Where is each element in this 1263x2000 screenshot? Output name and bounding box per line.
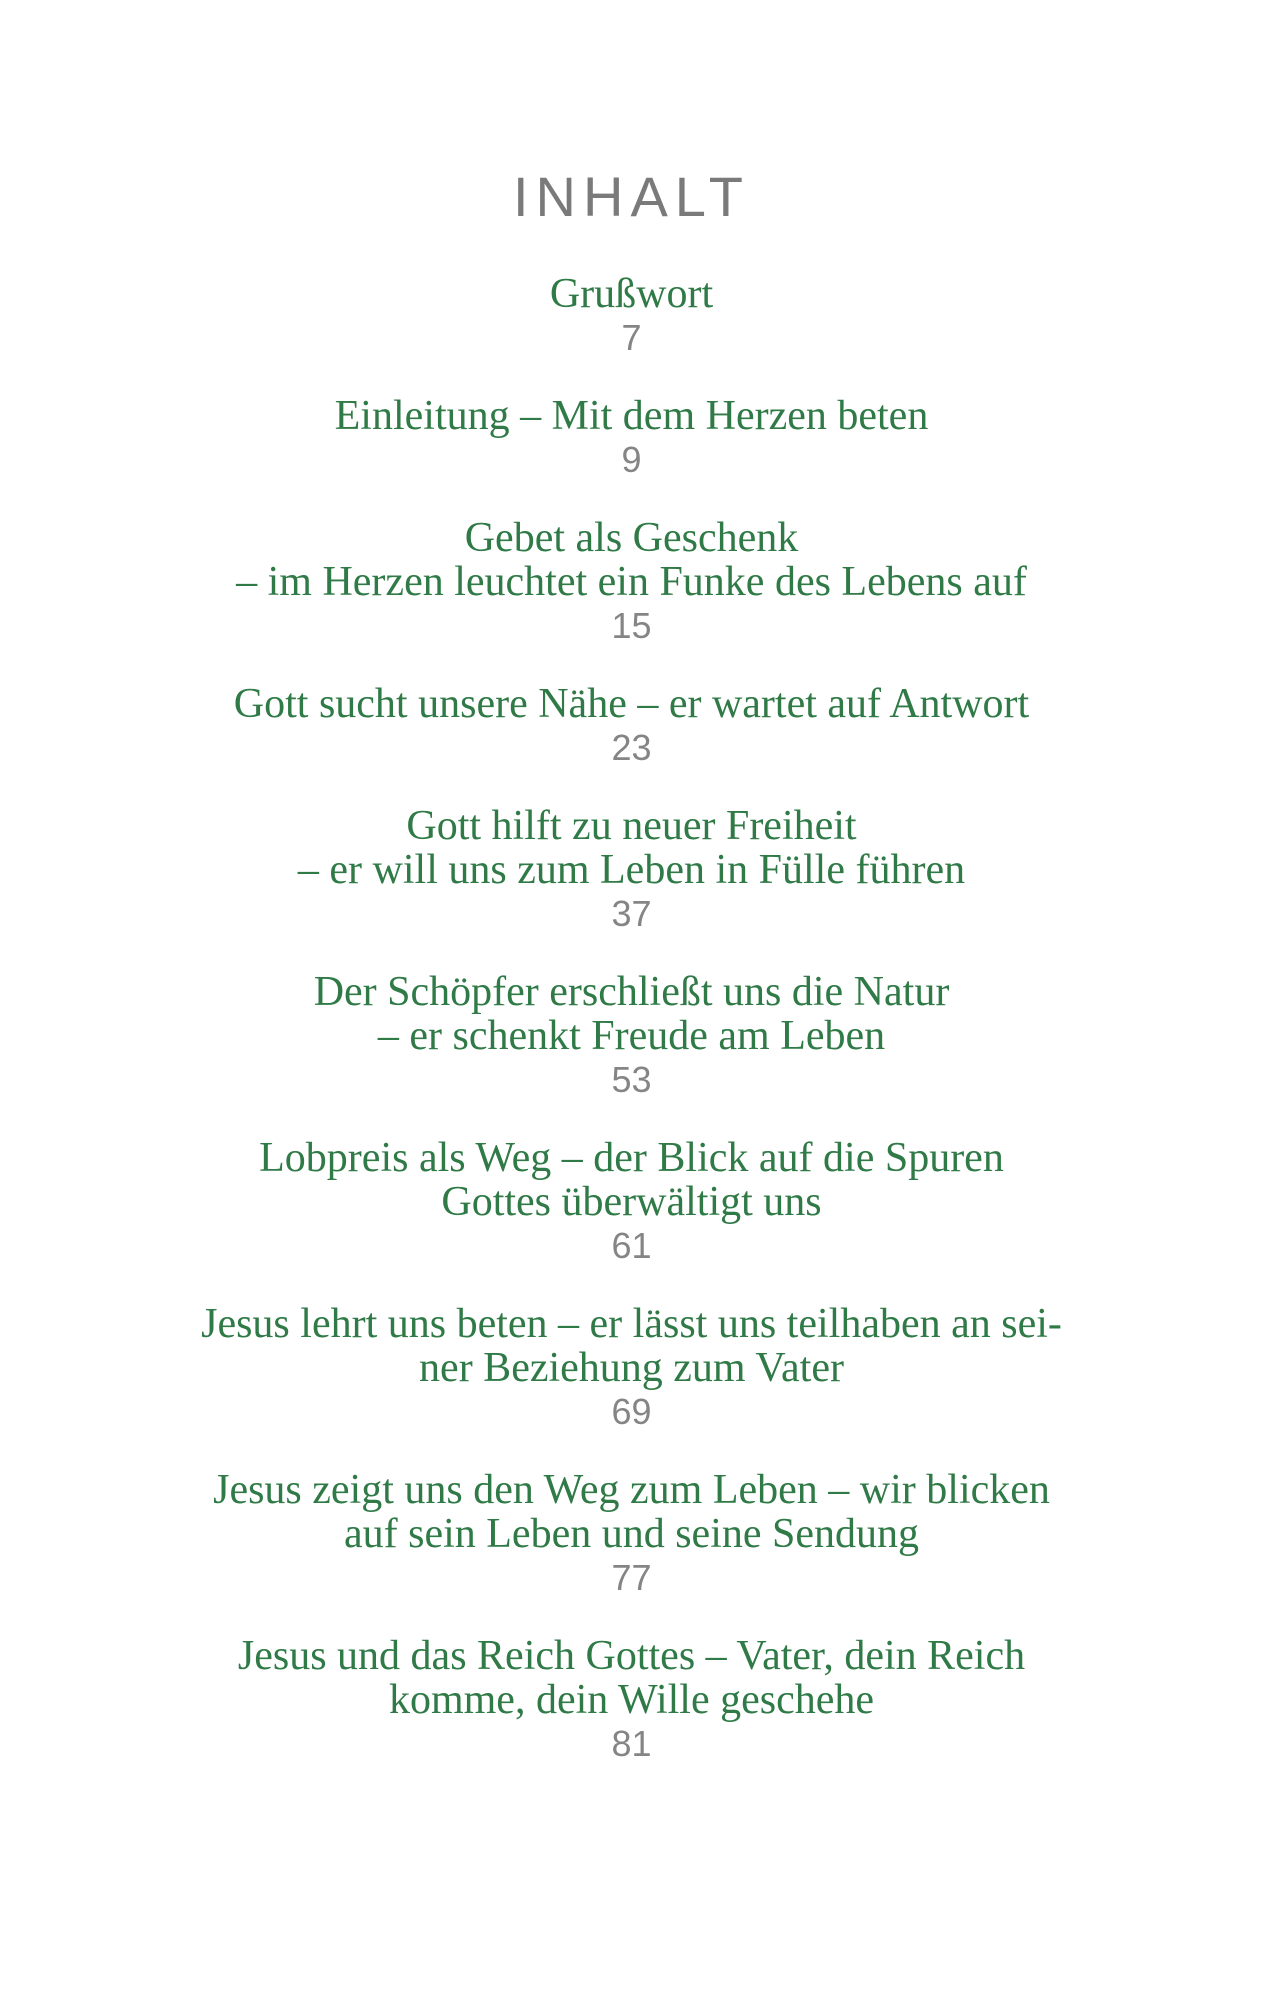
toc-entry[interactable] [0, 804, 1263, 936]
toc-entry-page-number: 61 [611, 1225, 652, 1266]
table-of-contents [0, 272, 1263, 1800]
toc-entry-title: Jesus zeigt uns den Weg zum Leben – wir blicken [213, 1467, 1050, 1513]
toc-entry-title: Gott hilft zu neuer Freiheit [406, 803, 857, 849]
toc-entry-title: Der Schöpfer erschließt uns die Natur [313, 969, 950, 1015]
toc-entry-title: Gebet als Geschenk [464, 515, 799, 561]
toc-entry[interactable] [0, 970, 1263, 1102]
toc-entry-page-number: 77 [611, 1557, 652, 1598]
toc-entry-subtitle: – er schenkt Freude am Leben [377, 1013, 886, 1059]
toc-entry[interactable] [0, 394, 1263, 482]
toc-entry-subtitle: – im Herzen leuchtet ein Funke des Lebens auf [236, 559, 1027, 605]
toc-entry-title-continued: Gottes überwältigt uns [441, 1179, 822, 1225]
toc-entry-title: Jesus lehrt uns beten – er lässt uns teilhaben an sei- [201, 1301, 1062, 1347]
toc-entry[interactable] [0, 1302, 1263, 1434]
toc-entry[interactable] [0, 272, 1263, 360]
toc-entry[interactable] [0, 1136, 1263, 1268]
toc-entry-title-continued: auf sein Leben und seine Sendung [343, 1511, 920, 1557]
toc-entry-subtitle: – er will uns zum Leben in Fülle führen [297, 847, 966, 893]
toc-entry-page-number: 23 [611, 727, 652, 768]
toc-entry-title: Grußwort [549, 271, 714, 317]
toc-entry-title-continued: ner Beziehung zum Vater [419, 1345, 844, 1391]
toc-entry-page-number: 69 [611, 1391, 652, 1432]
toc-entry[interactable] [0, 1468, 1263, 1600]
toc-entry-title: Gott sucht unsere Nähe – er wartet auf Antwort [233, 681, 1030, 727]
toc-entry[interactable] [0, 682, 1263, 770]
toc-entry-title: Lobpreis als Weg – der Blick auf die Spuren [259, 1135, 1004, 1181]
page-title: INHALT [513, 165, 750, 228]
toc-entry-page-number: 9 [621, 439, 642, 480]
toc-entry-page-number: 81 [611, 1723, 652, 1764]
toc-entry-page-number: 53 [611, 1059, 652, 1100]
toc-entry[interactable] [0, 1634, 1263, 1766]
toc-entry-page-number: 7 [621, 317, 642, 358]
toc-entry[interactable] [0, 516, 1263, 648]
toc-entry-title-continued: komme, dein Wille geschehe [388, 1677, 875, 1723]
toc-entry-page-number: 37 [611, 893, 652, 934]
toc-entry-title: Einleitung – Mit dem Herzen beten [334, 393, 929, 439]
toc-entry-title: Jesus und das Reich Gottes – Vater, dein Reich [237, 1633, 1026, 1679]
toc-entry-page-number: 15 [611, 605, 652, 646]
